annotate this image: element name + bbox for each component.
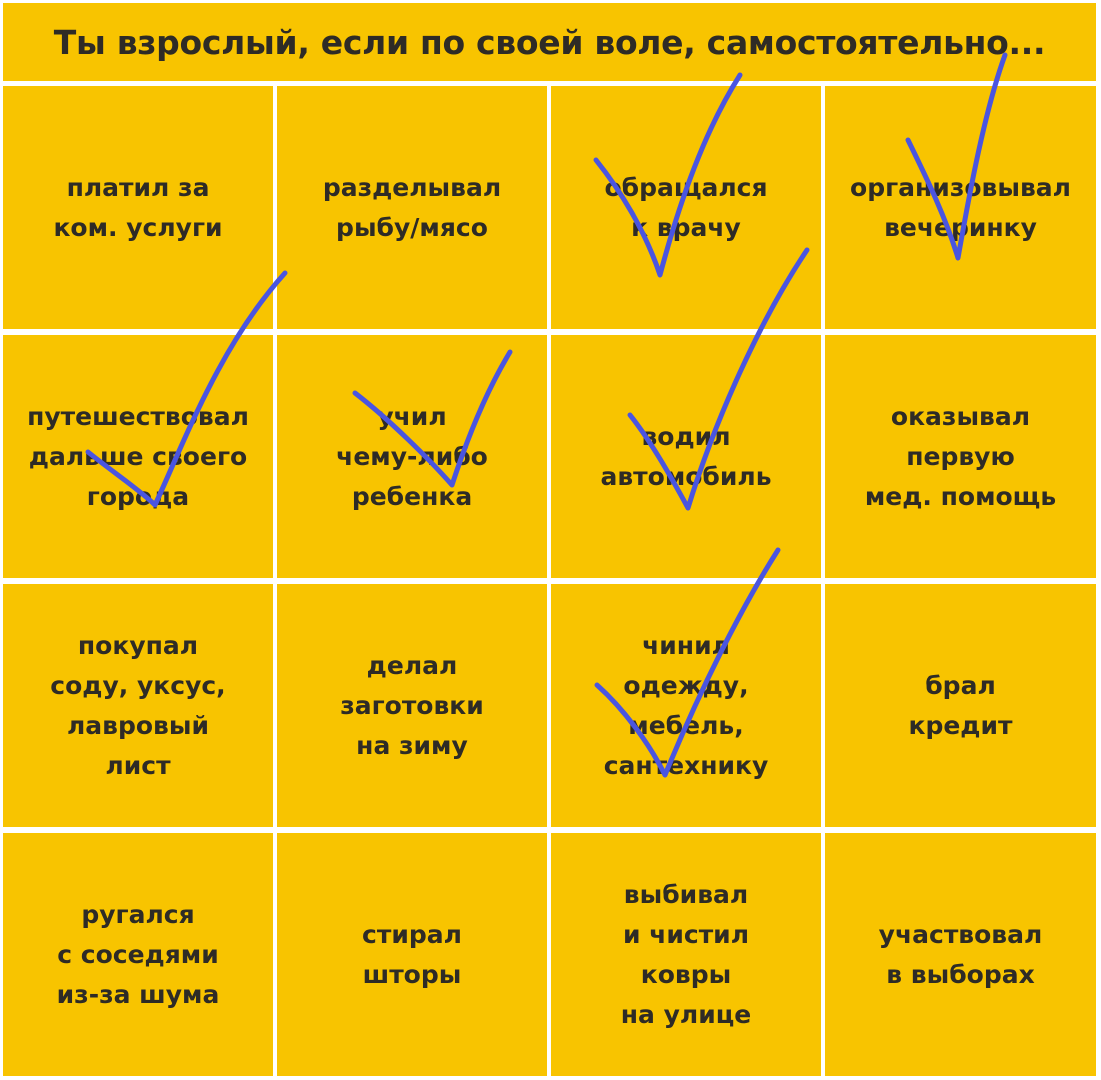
bingo-cell-label: покупал соду, уксус, лавровый лист bbox=[50, 630, 226, 780]
bingo-cell bbox=[825, 584, 1096, 827]
bingo-cell-label: выбивал и чистил ковры на улице bbox=[620, 879, 752, 1029]
bingo-cell bbox=[551, 584, 821, 827]
bingo-cell bbox=[3, 86, 273, 329]
bingo-cell-label: ругался с соседями из-за шума bbox=[56, 899, 220, 1009]
bingo-cell-label: стирал шторы bbox=[362, 919, 462, 989]
bingo-cell bbox=[551, 335, 821, 578]
bingo-cell-label: путешествовал дальше своего города bbox=[27, 401, 249, 511]
page-title: Ты взрослый, если по своей воле, самостоятельно... bbox=[53, 22, 1046, 62]
bingo-cell-label: обращался к врачу bbox=[604, 172, 768, 242]
bingo-cell-label: оказывал первую мед. помощь bbox=[864, 401, 1057, 511]
bingo-cell bbox=[3, 833, 273, 1076]
bingo-cell bbox=[551, 833, 821, 1076]
bingo-cell bbox=[825, 86, 1096, 329]
bingo-cell bbox=[3, 584, 273, 827]
bingo-cell-label: учил чему-либо ребенка bbox=[336, 401, 488, 511]
bingo-cell-label: организовывал вечеринку bbox=[850, 172, 1071, 242]
bingo-cell bbox=[825, 833, 1096, 1076]
bingo-cell bbox=[3, 335, 273, 578]
title-banner bbox=[3, 3, 1096, 81]
bingo-cell bbox=[277, 584, 547, 827]
bingo-cell bbox=[551, 86, 821, 329]
bingo-cell bbox=[277, 833, 547, 1076]
bingo-grid bbox=[3, 86, 1096, 1076]
bingo-cell-label: разделывал рыбу/мясо bbox=[322, 172, 502, 242]
bingo-cell bbox=[277, 335, 547, 578]
bingo-cell-label: чинил одежду, мебель, сантехнику bbox=[603, 630, 769, 780]
bingo-cell-label: водил автомобиль bbox=[600, 421, 772, 491]
bingo-cell-label: брал кредит bbox=[908, 670, 1013, 740]
bingo-cell-label: участвовал в выборах bbox=[878, 919, 1043, 989]
bingo-cell-label: платил за ком. услуги bbox=[53, 172, 223, 242]
bingo-cell bbox=[825, 335, 1096, 578]
bingo-cell-label: делал заготовки на зиму bbox=[340, 650, 484, 760]
bingo-cell bbox=[277, 86, 547, 329]
